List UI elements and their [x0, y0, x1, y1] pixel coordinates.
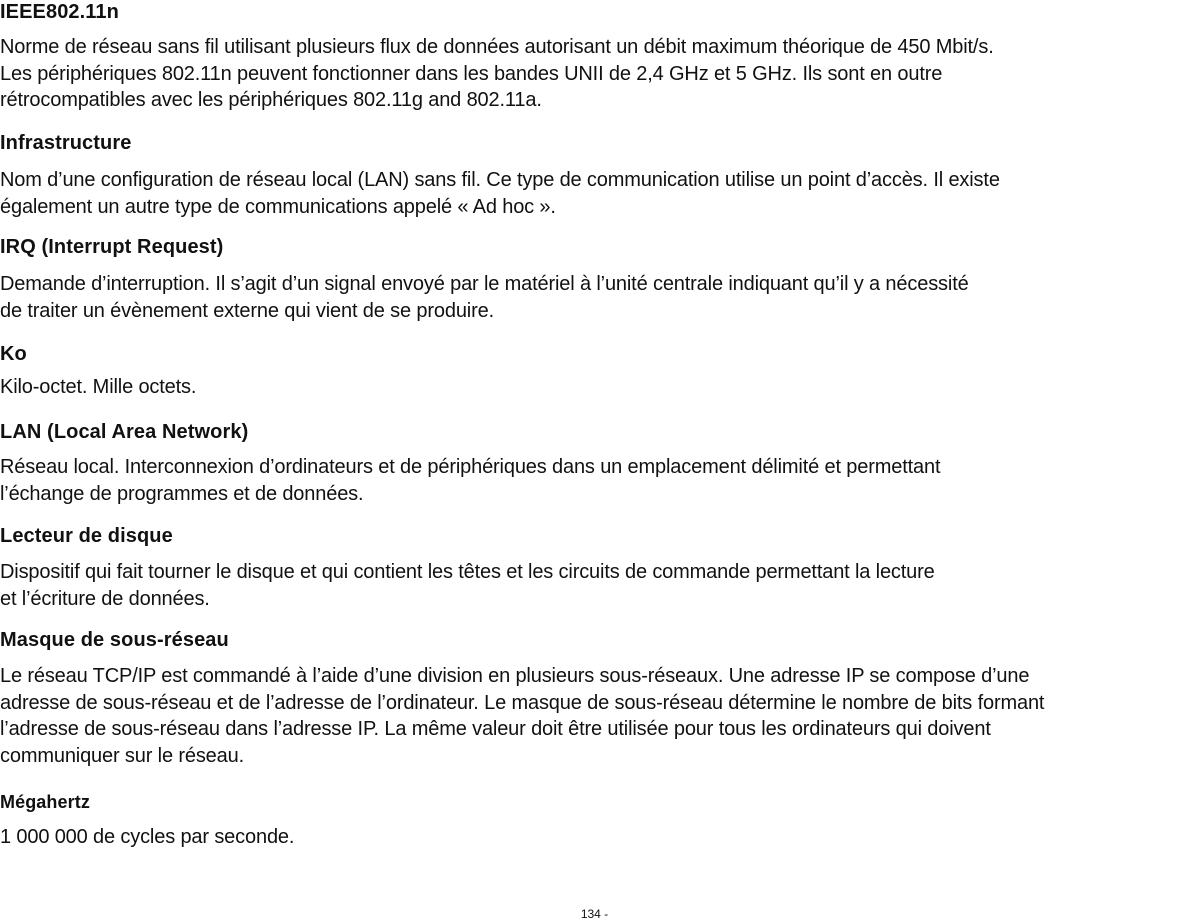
definition-line: rétrocompatibles avec les périphériques 802.11g and 802.11a. — [0, 89, 542, 111]
definition-line: Kilo-octet. Mille octets. — [0, 376, 197, 398]
definition-line: communiquer sur le réseau. — [0, 744, 244, 767]
glossary-entry — [0, 0, 994, 114]
entry-definition — [0, 271, 969, 324]
page-number: 134 - — [580, 907, 609, 921]
entry-term: Infrastructure — [0, 132, 132, 154]
definition-line: également un autre type de communications appelé « Ad hoc ». — [0, 195, 556, 218]
definition-line: Nom d’une configuration de réseau local (LAN) sans fil. Ce type de communication utilise un point d’accès. Il existe — [0, 169, 1000, 191]
entry-definition — [0, 663, 1044, 769]
entry-definition — [0, 454, 940, 507]
entry-term: Masque de sous-réseau — [0, 629, 229, 651]
entry-definition — [0, 34, 994, 114]
glossary-entry — [0, 420, 940, 507]
glossary-entry — [0, 628, 1044, 769]
entry-term: LAN (Local Area Network) — [0, 421, 249, 443]
entry-definition — [0, 167, 1000, 220]
glossary-entry — [0, 342, 196, 401]
entry-definition — [0, 824, 294, 851]
definition-line: l’échange de programmes et de données. — [0, 482, 364, 505]
entry-definition — [0, 374, 196, 401]
glossary-entry — [0, 790, 294, 851]
definition-line: Dispositif qui fait tourner le disque et qui contient les têtes et les circuits de commande permettant la lecture — [0, 561, 935, 583]
definition-line: Demande d’interruption. Il s’agit d’un signal envoyé par le matériel à l’unité centrale indiquant qu’il y a nécessité — [0, 273, 969, 295]
glossary-entry — [0, 131, 1000, 220]
glossary-entry — [0, 235, 969, 324]
entry-term: Lecteur de disque — [0, 525, 173, 547]
definition-line: 1 000 000 de cycles par seconde. — [0, 826, 295, 848]
definition-line: adresse de sous-réseau et de l’adresse de l’ordinateur. Le masque de sous-réseau détermine le nombre de bits formant — [0, 691, 1045, 714]
definition-line: l’adresse de sous-réseau dans l’adresse IP. La même valeur doit être utilisée pour tous les ordinateurs qui doivent — [0, 718, 991, 740]
entry-term: IRQ (Interrupt Request) — [0, 236, 224, 258]
entry-definition — [0, 559, 935, 612]
definition-line: de traiter un évènement externe qui vient de se produire. — [0, 299, 494, 322]
entry-term: IEEE802.11n — [0, 1, 119, 23]
glossary-entry — [0, 524, 935, 612]
definition-line: Le réseau TCP/IP est commandé à l’aide d’une division en plusieurs sous-réseaux. Une adresse IP se compose d’une — [0, 665, 1030, 687]
definition-line: et l’écriture de données. — [0, 587, 210, 610]
definition-line: Réseau local. Interconnexion d’ordinateurs et de périphériques dans un emplacement délimité et permettant — [0, 456, 941, 478]
definition-line: Norme de réseau sans fil utilisant plusieurs flux de données autorisant un débit maximum théorique de 450 Mbit/s. — [0, 36, 994, 58]
entry-term: Mégahertz — [0, 792, 90, 812]
definition-line: Les périphériques 802.11n peuvent fonctionner dans les bandes UNII de 2,4 GHz et 5 GHz. Ils sont en outre — [0, 62, 943, 85]
entry-term: Ko — [0, 343, 27, 365]
